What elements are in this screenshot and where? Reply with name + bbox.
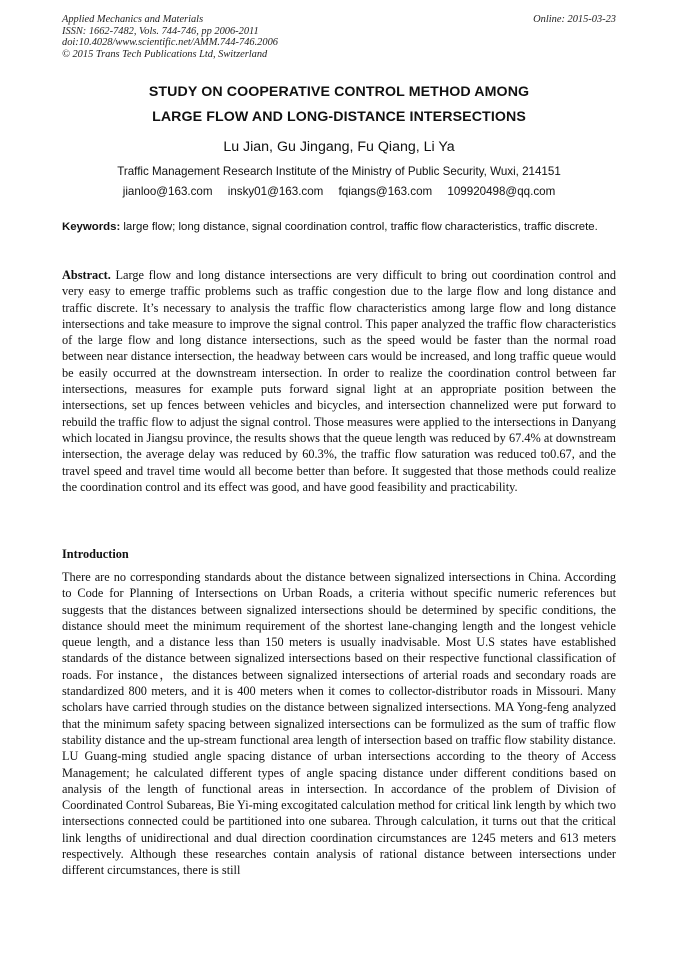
keywords-paragraph <box>62 220 616 235</box>
email-4: 109920498@qq.com <box>447 185 556 198</box>
copyright-line: © 2015 Trans Tech Publications Ltd, Switzerland <box>62 48 268 60</box>
keywords-label: Keywords: <box>62 221 121 233</box>
paper-title <box>62 80 616 130</box>
email-1: jianloo@163.com <box>122 185 213 198</box>
doi-line: doi:10.4028/www.scientific.net/AMM.744-746.2006 <box>62 37 278 49</box>
title-line-2: LARGE FLOW AND LONG-DISTANCE INTERSECTIONS <box>152 109 526 125</box>
abstract-text: Large flow and long distance intersections are very difficult to bring out coordination control and very easy to emerge traffic problems such as traffic congestion due to the large flow and long distance and traffic discrete. It’s necessary to analysis the traffic flow characteristics among large flow and long distance intersections and take measure to improve the signal control. This paper analyzed the traffic flow characteristics of the large flow and long distance intersections, such as the speed would be faster than the normal road between near distance intersection, the headway between cars would be increased, and long traffic queue would be easily occurred at the downstream intersection. In order to realize the coordination control between far intersections, measures for example puts forward signal light at an appropriate position between the intersections, set up fences between vehicles and bicycles, and intersection channelized were put forward to rebuild the traffic flow to adjust the signal control. Those measures were applied to the intersections in Danyang which located in Jiangsu province, the results shows that the queue length was reduced by 67.4% at downstream intersection, the average delay was reduced by 60.3%, the traffic flow saturation was reduced to0.67, and the travel speed and travel time would all become better than before. It suggested that those methods could realize the coordination control and its effect was good, and have good feasibility and practicability. <box>62 268 616 494</box>
affiliation: Traffic Management Research Institute of the Ministry of Public Security, Wuxi, 214151 <box>117 165 561 178</box>
email-list <box>62 184 616 200</box>
online-date: Online: 2015-03-23 <box>533 14 616 25</box>
issn-line: ISSN: 1662-7482, Vols. 744-746, pp 2006-2011 <box>62 25 259 37</box>
abstract-label: Abstract. <box>62 268 111 282</box>
title-line-1: STUDY ON COOPERATIVE CONTROL METHOD AMONG <box>148 84 530 100</box>
keywords-text: large flow; long distance, signal coordination control, traffic flow characteristics, traffic discrete. <box>120 221 598 233</box>
journal-name: Applied Mechanics and Materials <box>62 14 204 25</box>
author-list: Lu Jian, Gu Jingang, Fu Qiang, Li Ya <box>223 139 455 155</box>
email-2: insky01@163.com <box>227 185 324 198</box>
introduction-heading: Introduction <box>62 547 129 561</box>
journal-header <box>62 14 616 60</box>
abstract-paragraph <box>62 267 616 495</box>
email-3: fqiangs@163.com <box>338 185 433 198</box>
introduction-paragraph: There are no corresponding standards about the distance between signalized intersections in China. According to Code for Planning of Intersections on Urban Roads, a criteria without specific numeric references but suggests that the distances between signalized intersections should be determined by specific conditions, the distance should meet the minimum requirement of the shortest lane-changing length and the longest vehicle queue length, and a distance less than 150 meters is usually inadvisable. Most U.S states have established standards of the distance between signalized intersections based on their respective functional classification of roads. For instance，the distances between signalized intersections of arterial roads and secondary roads are standardized 800 meters, and it is 400 meters when it comes to collector-distributor roads in Missouri. Many scholars have carried through studies on the distance between signalized intersections. MA Yong-feng analyzed that the minimum safety spacing between signalized intersections can be formulized as the sum of traffic flow stability distance and the up-stream functional area length of intersection based on traffic flow stability distance. LU Guang-ming studied angle spacing distance of urban intersections according to the theory of Access Management; he calculated different types of angle spacing distance under different conditions based on analysis of the length of functional areas in intersection. In accordance of the problem of Division of Coordinated Control Subareas, Bie Yi-ming excogitated calculation method for critical link length by which two intersections connected could be partitioned into one subarea. Through calculation, it turns out that the critical link lengths of unidirectional and dual direction coordination circumstances are 1245 meters and 613 meters respectively. Although these researches contain analysis of rational distance between intersections under different circumstances, there is still <box>62 570 616 878</box>
